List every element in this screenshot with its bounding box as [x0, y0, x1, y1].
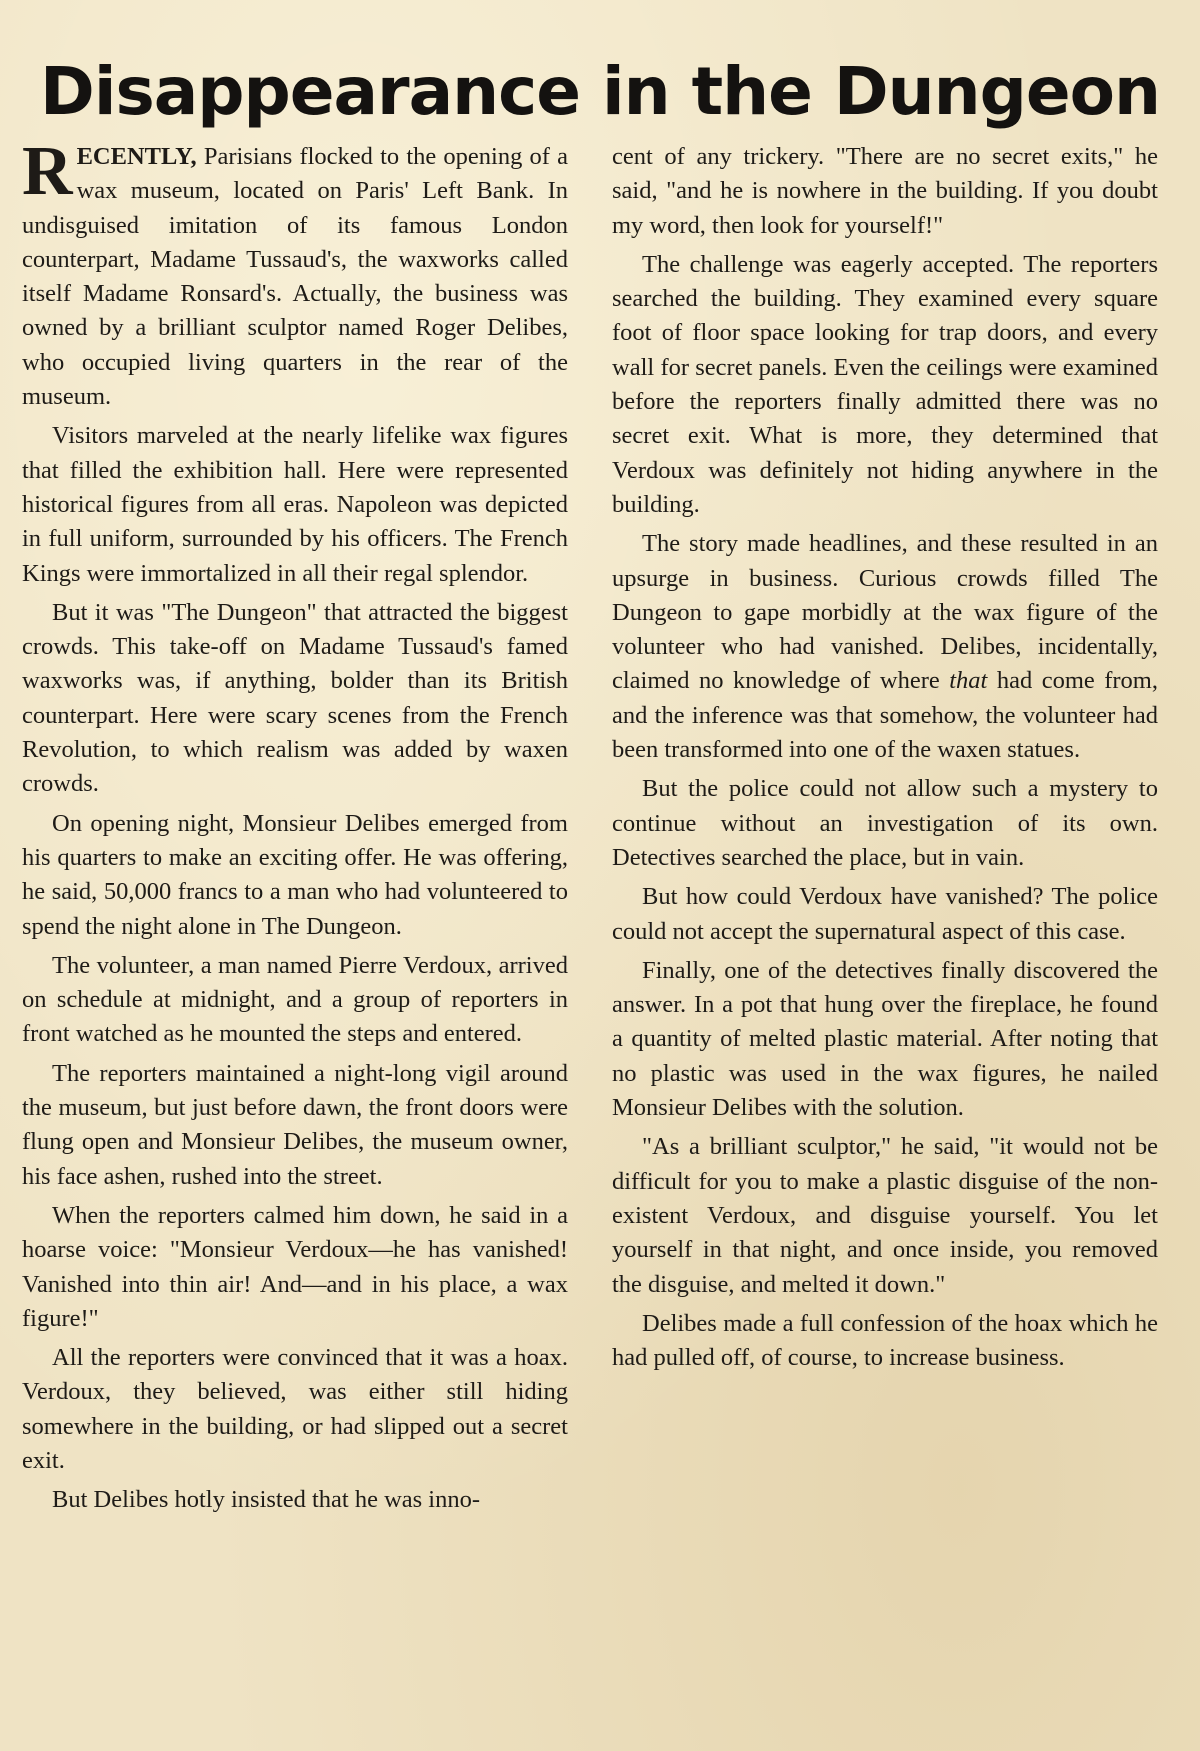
paragraph: The reporters maintained a night-long vigil around the museum, but just before dawn, the front doors were flung open and Monsieur Delibes, the museum owner, his face ashen, rushed into the street.	[22, 1059, 568, 1190]
paragraph: But it was "The Dungeon" that attracted the biggest crowds. This take-off on Madame Tussaud's famed waxworks was, if anything, bolder than its British counterpart. Here were scary scenes from the French Revolution, to which realism was added by waxen crowds.	[22, 598, 568, 798]
paragraph: Delibes made a full confession of the hoax which he had pulled off, of course, to increase business.	[612, 1309, 1158, 1372]
paragraph: All the reporters were convinced that it was a hoax. Verdoux, they believed, was either still hiding somewhere in the building, or had slipped out a secret exit.	[22, 1344, 568, 1474]
paragraph: But Delibes hotly insisted that he was inno-	[52, 1486, 481, 1514]
paragraph-text: Parisians flocked to the opening of a wax museum, located on Paris' Left Bank. In undisguised imitation of its famous London counterpart, Madame Tussaud's, the waxworks called itself Madame Ronsard's. Actually, the business was owned by a brilliant sculptor named Roger Delibes, who occupied living quarters in the rear of the museum.	[22, 143, 568, 411]
paragraph: The challenge was eagerly accepted. The reporters searched the building. They examined every square foot of floor space looking for trap doors, and every wall for secret panels. Even the ceilings were examined before the reporters finally admitted there was no secret exit. What is more, they determined that Verdoux was definitely not hiding anywhere in the building.	[612, 250, 1158, 518]
paragraph: But how could Verdoux have vanished? The police could not accept the supernatural aspect of this case.	[612, 883, 1158, 945]
paragraph	[612, 527, 1158, 767]
lead-word: ECENTLY,	[76, 143, 197, 170]
right-column	[612, 140, 1158, 1380]
paragraph: Finally, one of the detectives finally discovered the answer. In a pot that hung over the fireplace, he found a quantity of melted plastic material. After noting that no plastic was used in the wax figures, he nailed Monsieur Delibes with the solution.	[612, 956, 1158, 1122]
paragraph: cent of any trickery. "There are no secret exits," he said, "and he is nowhere in the building. If you doubt my word, then look for yourself!"	[612, 143, 1158, 239]
drop-cap: R	[22, 133, 73, 210]
left-column	[22, 133, 568, 1523]
paragraph: When the reporters calmed him down, he said in a hoarse voice: "Monsieur Verdoux—he has vanished! Vanished into thin air! And—and in his place, a wax figure!"	[22, 1201, 568, 1332]
paragraph-text: The story made headlines, and these resulted in an upsurge in business. Curious crowds filled The Dungeon to gape morbidly at the wax figure of the volunteer who had vanished. Delibes, incidentally, claimed no knowledge of where	[612, 530, 1158, 695]
paragraph: The volunteer, a man named Pierre Verdoux, arrived on schedule at midnight, and a group of reporters in front watched as he mounted the steps and entered.	[22, 951, 568, 1048]
article-title: Disappearance in the Dungeon	[40, 53, 1160, 130]
paragraph: Visitors marveled at the nearly lifelike wax figures that filled the exhibition hall. Here were represented historical figures from all eras. Napoleon was depicted in full uniform, surrounded by his officers. The French Kings were immortalized in all their regal splendor.	[22, 422, 568, 587]
emphasis-text: that	[949, 667, 988, 695]
paragraph-text: had come from, and the inference was that somehow, the volunteer had been transformed into one of the waxen statues.	[612, 667, 1158, 764]
paragraph: On opening night, Monsieur Delibes emerged from his quarters to make an exciting offer. He was offering, he said, 50,000 francs to a man who had volunteered to spend the night alone in The Dungeon.	[22, 809, 568, 940]
paragraph	[22, 133, 568, 414]
paragraph: "As a brilliant sculptor," he said, "it would not be difficult for you to make a plastic disguise of the non-existent Verdoux, and disguise yourself. You let yourself in that night, and once inside, you removed the disguise, and melted it down."	[612, 1133, 1158, 1298]
paragraph: But the police could not allow such a mystery to continue without an investigation of its own. Detectives searched the place, but in vain.	[612, 775, 1158, 871]
